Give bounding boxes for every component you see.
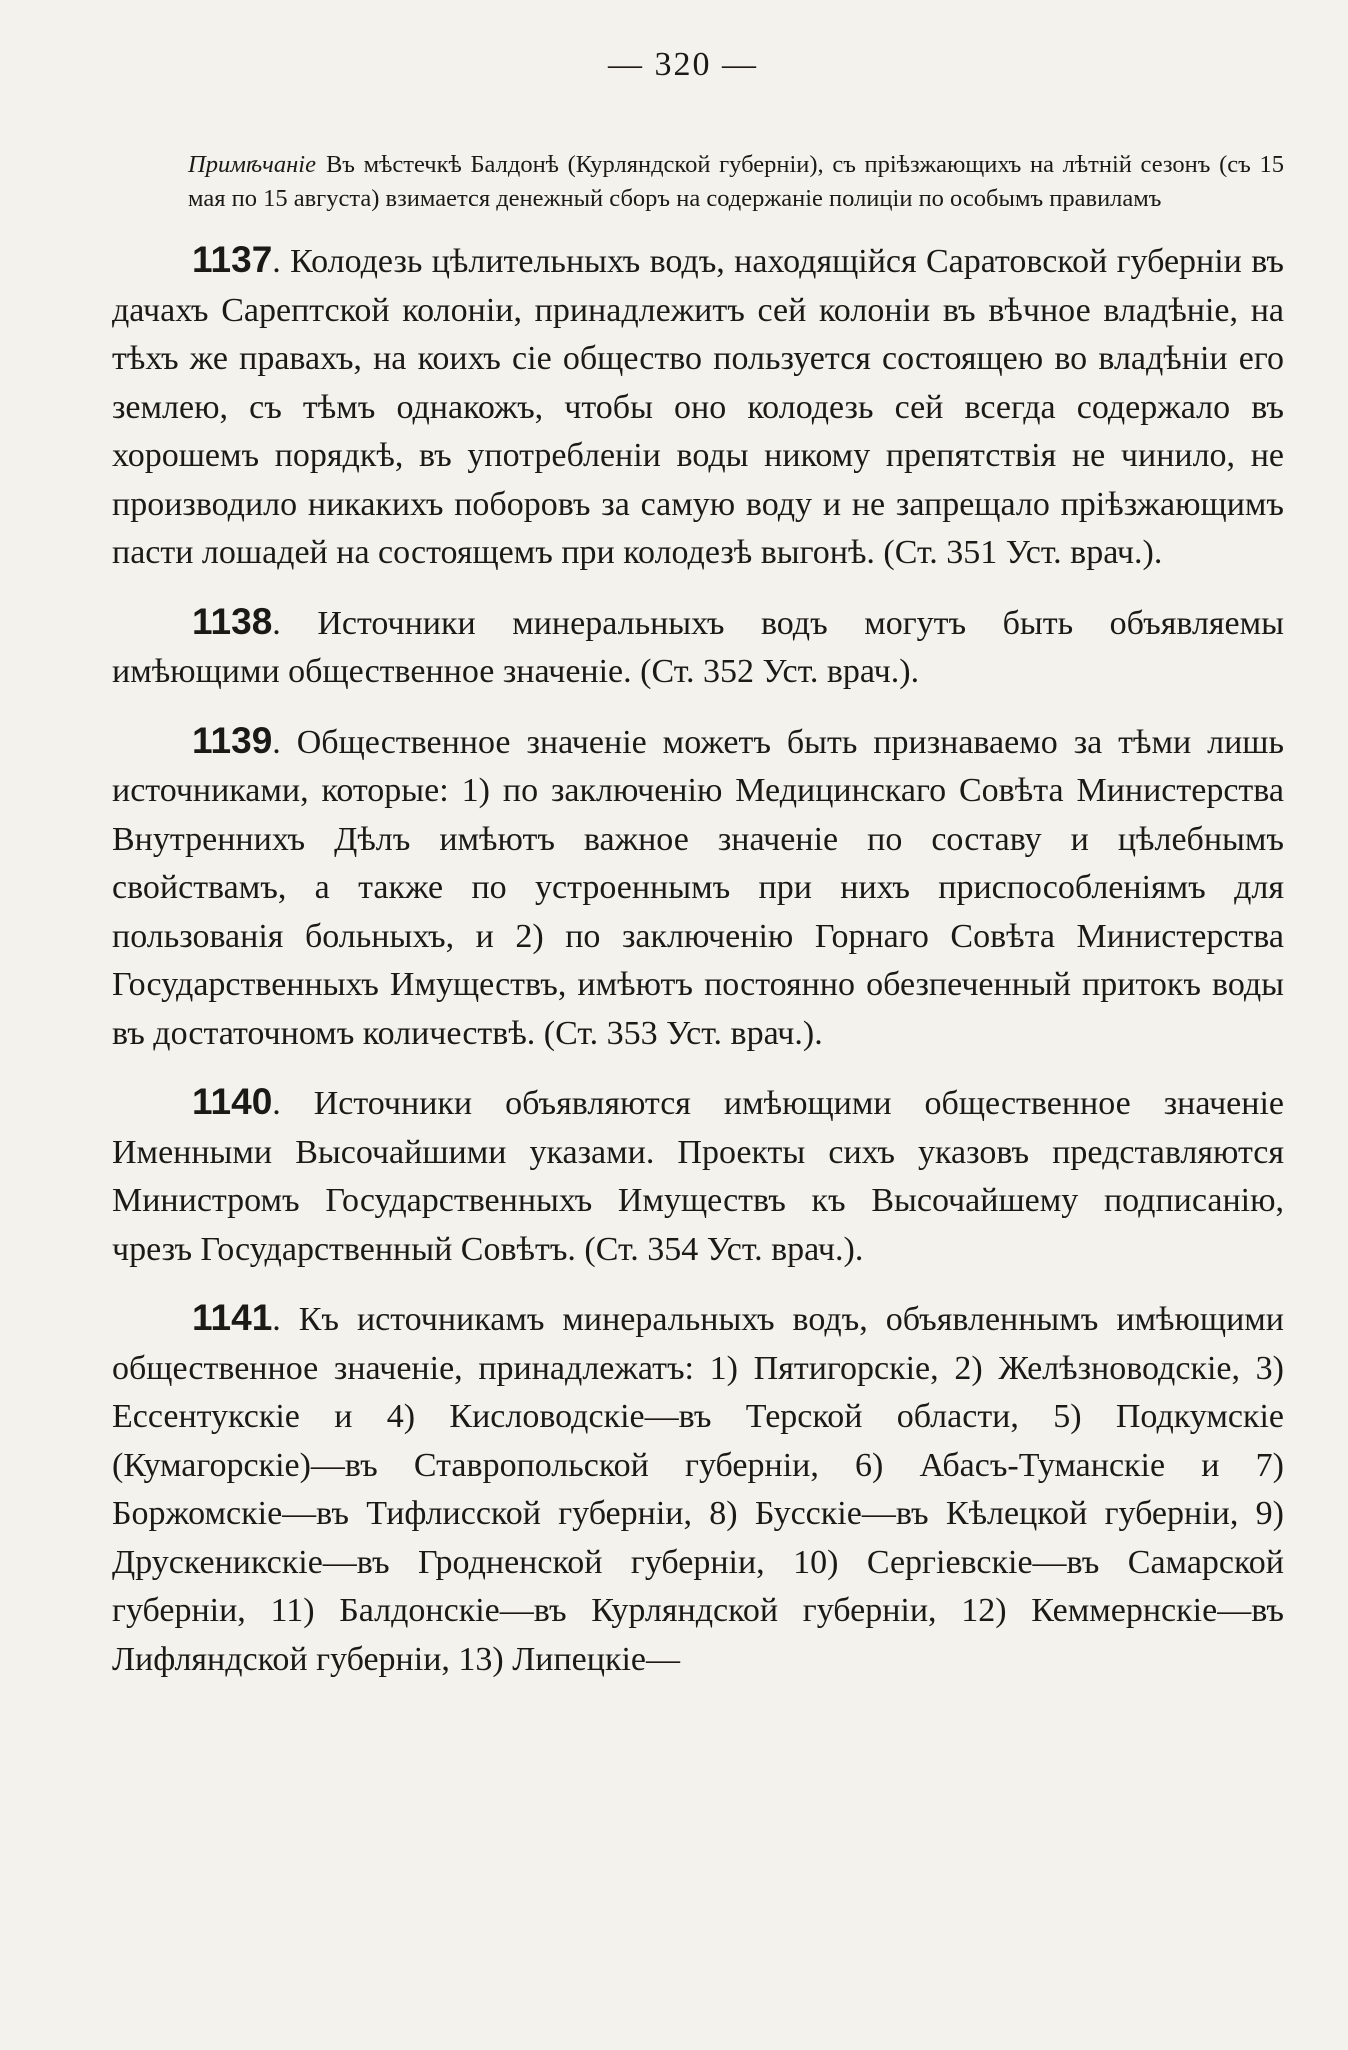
article-number: 1138 [192, 600, 273, 642]
article-number: 1140 [192, 1081, 273, 1122]
article-number: 1139 [192, 719, 273, 761]
article-1139: 1139. Общественное значеніе можетъ быть признаваемо за тѣми лишь источниками, которые: 1) по заключенію Медицинскаго Совѣта Министерства Внутреннихъ Дѣлъ имѣютъ важное значеніе по составу и цѣлебнымъ свойствамъ, а также по устроеннымъ при нихъ приспособленіямъ для пользованія больныхъ, и 2) по заключенію Горнаго Совѣта Министерства Государственныхъ Имуществъ, имѣютъ постоянно обезпеченный притокъ воды въ достаточномъ количествѣ. (Ст. 353 Уст. врач.). [112, 719, 1284, 1052]
article-number: 1141 [192, 1297, 273, 1338]
note-label: Примѣчаніе [188, 151, 316, 178]
article-text: Общественное значеніе можетъ быть признаваемо за тѣми лишь источниками, которые: 1) по заключенію Медицинскаго Совѣта Министерства Внутреннихъ Дѣлъ имѣютъ важное значеніе по составу и цѣлебнымъ свойствамъ, а также по устроеннымъ при нихъ приспособленіямъ для пользованія больныхъ, и 2) по заключенію Горнаго Совѣта Министерства Государственныхъ Имуществъ, имѣютъ постоянно обезпеченный притокъ воды въ достаточномъ количествѣ. (Ст. 353 Уст. врач.). [112, 723, 1284, 1052]
article-1141: 1141. Къ источникамъ минеральныхъ водъ, объявленнымъ имѣющими общественное значеніе, принадлежатъ: 1) Пятигорскіе, 2) Желѣзноводскіе, 3) Ессентукскіе и 4) Кисловодскіе—въ Терской области, 5) Подкумскіе (Кумагорскіе)—въ Ставропольской губерніи, 6) Абасъ-Туманскіе и 7) Боржомскіе—въ Тифлисской губерніи, 8) Бусскіе—въ Кѣлецкой губерніи, 9) Друскеникскіе—въ Гродненской губерніи, 10) Сергіевскіе—въ Самарской губерніи, 11) Балдонскіе—въ Курляндской губерніи, 12) Кеммернскіе—въ Лифляндской губерніи, 13) Липецкіе— [112, 1297, 1284, 1678]
article-text: Колодезь цѣлительныхъ водъ, находящійся Саратовской губерніи въ дачахъ Сарептской колоніи, принадлежитъ сей колоніи въ вѣчное владѣніе, на тѣхъ же правахъ, на коихъ сіе общество пользуется состоящею во владѣніи его землею, съ тѣмъ однакожъ, чтобы оно колодезь сей всегда содержало въ хорошемъ порядкѣ, въ употребленіи воды никому препятствія не чинило, не производило никакихъ поборовъ за самую воду и не запрещало пріѣзжающимъ пасти лошадей на состоящемъ при колодезѣ выгонѣ. (Ст. 351 Уст. врач.). [112, 243, 1284, 571]
article-number: 1137 [192, 239, 273, 280]
article-text: Источники объявляются имѣющими общественное значеніе Именными Высочайшими указами. Проекты сихъ указовъ представляются Министромъ Государственныхъ Имуществъ къ Высочайшему подписанію, чрезъ Государственный Совѣтъ. (Ст. 354 Уст. врач.). [112, 1085, 1284, 1268]
article-1140: 1140. Источники объявляются имѣющими общественное значеніе Именными Высочайшими указами. Проекты сихъ указовъ представляются Министромъ Государственныхъ Имуществъ къ Высочайшему подписанію, чрезъ Государственный Совѣтъ. (Ст. 354 Уст. врач.). [112, 1081, 1284, 1268]
page-number: — 320 — [608, 46, 758, 83]
article-1138: 1138. Источники минеральныхъ водъ могутъ быть объявляемы имѣющими общественное значеніе. (Ст. 352 Уст. врач.). [112, 600, 1284, 690]
footnote-remark [112, 148, 1284, 216]
note-text: Въ мѣстечкѣ Балдонѣ (Курляндской губерніи), съ пріѣзжающихъ на лѣтній сезонъ (съ 15 мая по 15 августа) взимается денежный сборъ на содержаніе полиціи по особымъ правиламъ [188, 151, 1284, 212]
article-1137: 1137. Колодезь цѣлительныхъ водъ, находящійся Саратовской губерніи въ дачахъ Сарептской колоніи, принадлежитъ сей колоніи въ вѣчное владѣніе, на тѣхъ же правахъ, на коихъ сіе общество пользуется состоящею во владѣніи его землею, съ тѣмъ однакожъ, чтобы оно колодезь сей всегда содержало въ хорошемъ порядкѣ, въ употребленіи воды никому препятствія не чинило, не производило никакихъ поборовъ за самую воду и не запрещало пріѣзжающимъ пасти лошадей на состоящемъ при колодезѣ выгонѣ. (Ст. 351 Уст. врач.). [112, 239, 1284, 571]
article-text: Источники минеральныхъ водъ могутъ быть объявляемы имѣющими общественное значеніе. (Ст. 352 Уст. врач.). [112, 604, 1284, 690]
article-text: Къ источникамъ минеральныхъ водъ, объявленнымъ имѣющими общественное значеніе, принадлежатъ: 1) Пятигорскіе, 2) Желѣзноводскіе, 3) Ессентукскіе и 4) Кисловодскіе—въ Терской области, 5) Подкумскіе (Кумагорскіе)—въ Ставропольской губерніи, 6) Абасъ-Туманскіе и 7) Боржомскіе—въ Тифлисской губерніи, 8) Бусскіе—въ Кѣлецкой губерніи, 9) Друскеникскіе—въ Гродненской губерніи, 10) Сергіевскіе—въ Самарской губерніи, 11) Балдонскіе—въ Курляндской губерніи, 12) Кеммернскіе—въ Лифляндской губерніи, 13) Липецкіе— [112, 1301, 1284, 1678]
